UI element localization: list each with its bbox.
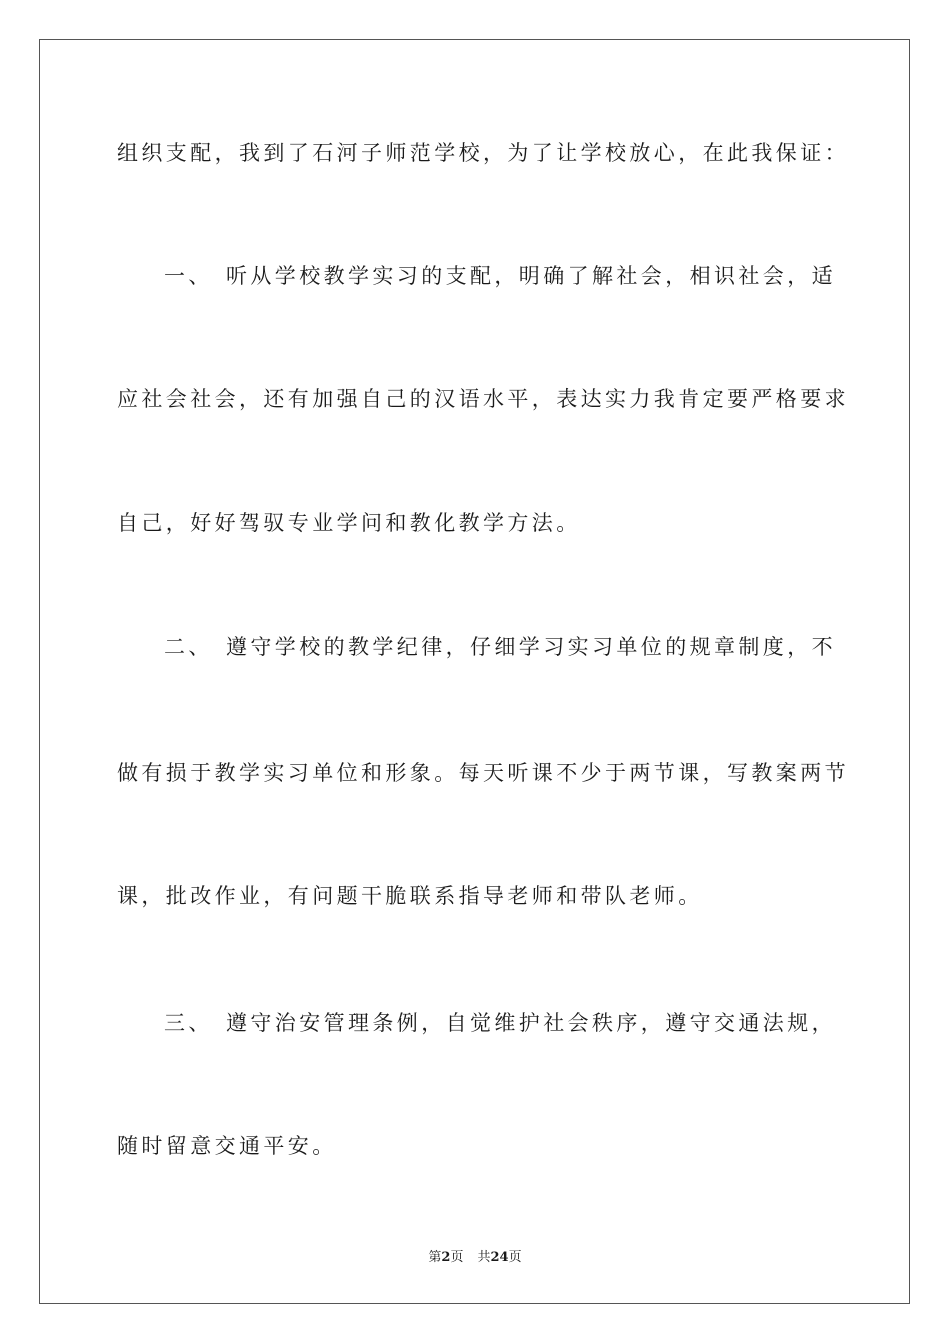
item-3-text-1: 遵守治安管理条例，自觉维护社会秩序，遵守交通法规， xyxy=(226,1011,836,1035)
item-2-text-1: 遵守学校的教学纪律，仔细学习实习单位的规章制度，不 xyxy=(226,635,836,659)
item-3-line-2: 随时留意交通平安。 xyxy=(117,1134,337,1158)
footer-page-total: 24 xyxy=(490,1250,509,1265)
item-1-line-3: 自己，好好驾驭专业学问和教化教学方法。 xyxy=(117,511,581,535)
page-footer xyxy=(0,1249,950,1267)
item-2-line-2: 做有损于教学实习单位和形象。每天听课不少于两节课，写教案两节 xyxy=(117,761,849,785)
item-1-number: 一、 xyxy=(164,264,213,288)
footer-page-suffix: 页 xyxy=(450,1250,464,1265)
item-1-text-1: 听从学校教学实习的支配，明确了解社会，相识社会，适 xyxy=(226,264,836,288)
item-2-line-3: 课，批改作业，有问题干脆联系指导老师和带队老师。 xyxy=(117,884,703,908)
intro-line-1: 组织支配，我到了石河子师范学校，为了让学校放心，在此我保证： xyxy=(117,141,849,165)
item-3-line-1 xyxy=(164,1009,836,1037)
page-border xyxy=(39,39,910,1304)
footer-total-suffix: 页 xyxy=(508,1250,522,1265)
footer-page-prefix: 第 xyxy=(428,1250,442,1265)
footer-page-current: 2 xyxy=(441,1250,451,1265)
item-1-line-2: 应社会社会，还有加强自己的汉语水平，表达实力我肯定要严格要求 xyxy=(117,387,849,411)
item-1-line-1 xyxy=(164,262,836,290)
item-3-number: 三、 xyxy=(164,1011,213,1035)
footer-total-prefix: 共 xyxy=(477,1250,491,1265)
item-2-number: 二、 xyxy=(164,635,213,659)
item-2-line-1 xyxy=(164,633,836,661)
